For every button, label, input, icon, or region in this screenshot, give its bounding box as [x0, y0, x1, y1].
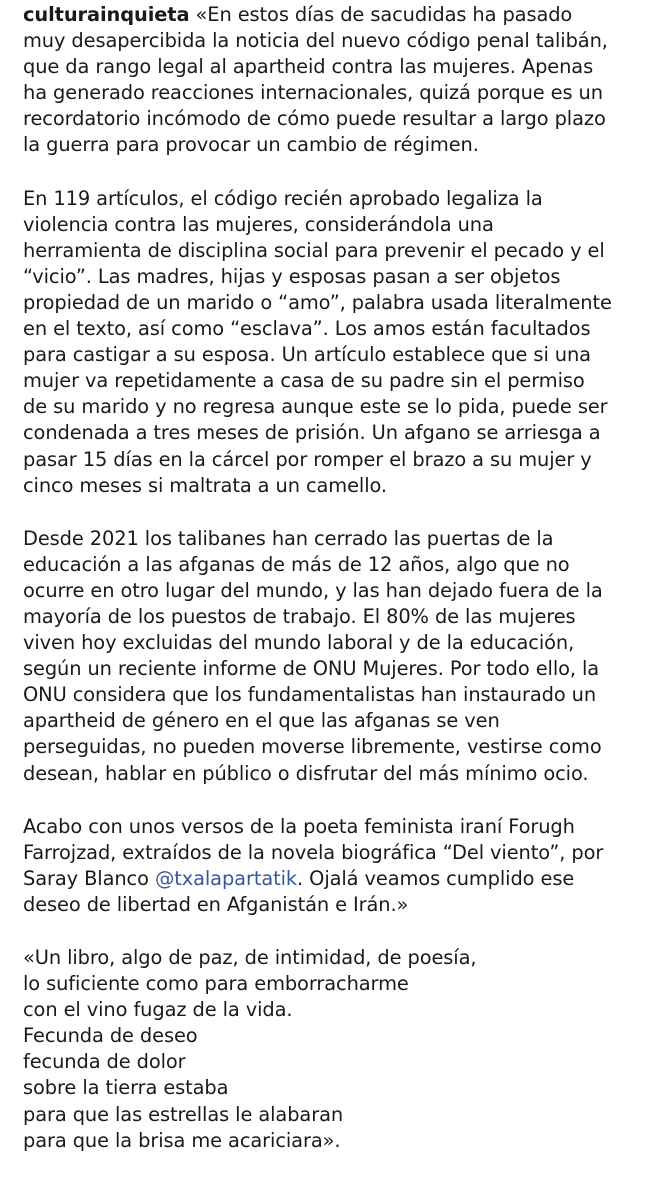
mention-link[interactable]: @txalapartatik — [154, 866, 298, 890]
username-link[interactable]: culturainquieta — [23, 3, 190, 26]
poem-verses: «Un libro, algo de paz, de intimidad, de poesía, lo suficiente como para emborracharme con el vino fugaz de la vida. Fecunda de deseo fecunda de dolor sobre la tierra estaba para que las estrellas le alabaran para que la brisa me acariciara». — [23, 946, 477, 1152]
caption-paragraph-2: En 119 artículos, el código recién aprobado legaliza la violencia contra las mujeres, considerándola una herramienta de disciplina social para prevenir el pecado y el “vicio”. Las madres, hijas y esposas pasan a ser objetos propiedad de un marido o “amo”, palabra usada literalmente en el texto, así como “esclava”. Los amos están facultados para castigar a su esposa. Un artículo establece que si una mujer va repetidamente a casa de su padre sin el permiso de su marido y no regresa aunque este se lo pida, puede ser condenada a tres meses de prisión. Un afgano se arriesga a pasar 15 días en la cárcel por romper el brazo a su mujer y cinco meses si maltrata a un camello. — [23, 186, 612, 497]
paragraph-1-text: «En estos días de sacudidas ha pasado muy desapercibida la noticia del nuevo código penal talibán, que da rango legal al apartheid contra las mujeres. Apenas ha generado reacciones internacionales, quizá porque es un recordatorio incómodo de cómo puede resultar a largo plazo la guerra para provocar un cambio de régimen. — [23, 3, 608, 157]
caption-paragraph-1 — [23, 2, 663, 159]
caption-paragraph-3: Desde 2021 los talibanes han cerrado las puertas de la educación a las afganas de más de 12 años, algo que no ocurre en otro lugar del mundo, y las han dejado fuera de la mayoría de los puestos de trabajo. El 80% de las mujeres viven hoy excluidas del mundo laboral y de la educación, según un reciente informe de ONU Mujeres. Por todo ello, la ONU considera que los fundamentalistas han instaurado un apartheid de género en el que las afganas se ven perseguidas, no pueden moverse libremente, vestirse como desean, hablar en público o disfrutar del más mínimo ocio. — [23, 526, 603, 785]
paragraph-4-text-after: . Ojalá veamos cumplido ese deseo de libertad en Afganistán e Irán.» — [23, 866, 575, 916]
paragraph-4-text-before: Acabo con unos versos de la poeta feminista iraní Forugh Farrojzad, extraídos de la novela biográfica “Del viento”, por Saray Blanco — [23, 814, 604, 890]
caption-paragraph-4 — [23, 814, 663, 918]
post-caption — [23, 0, 663, 1154]
